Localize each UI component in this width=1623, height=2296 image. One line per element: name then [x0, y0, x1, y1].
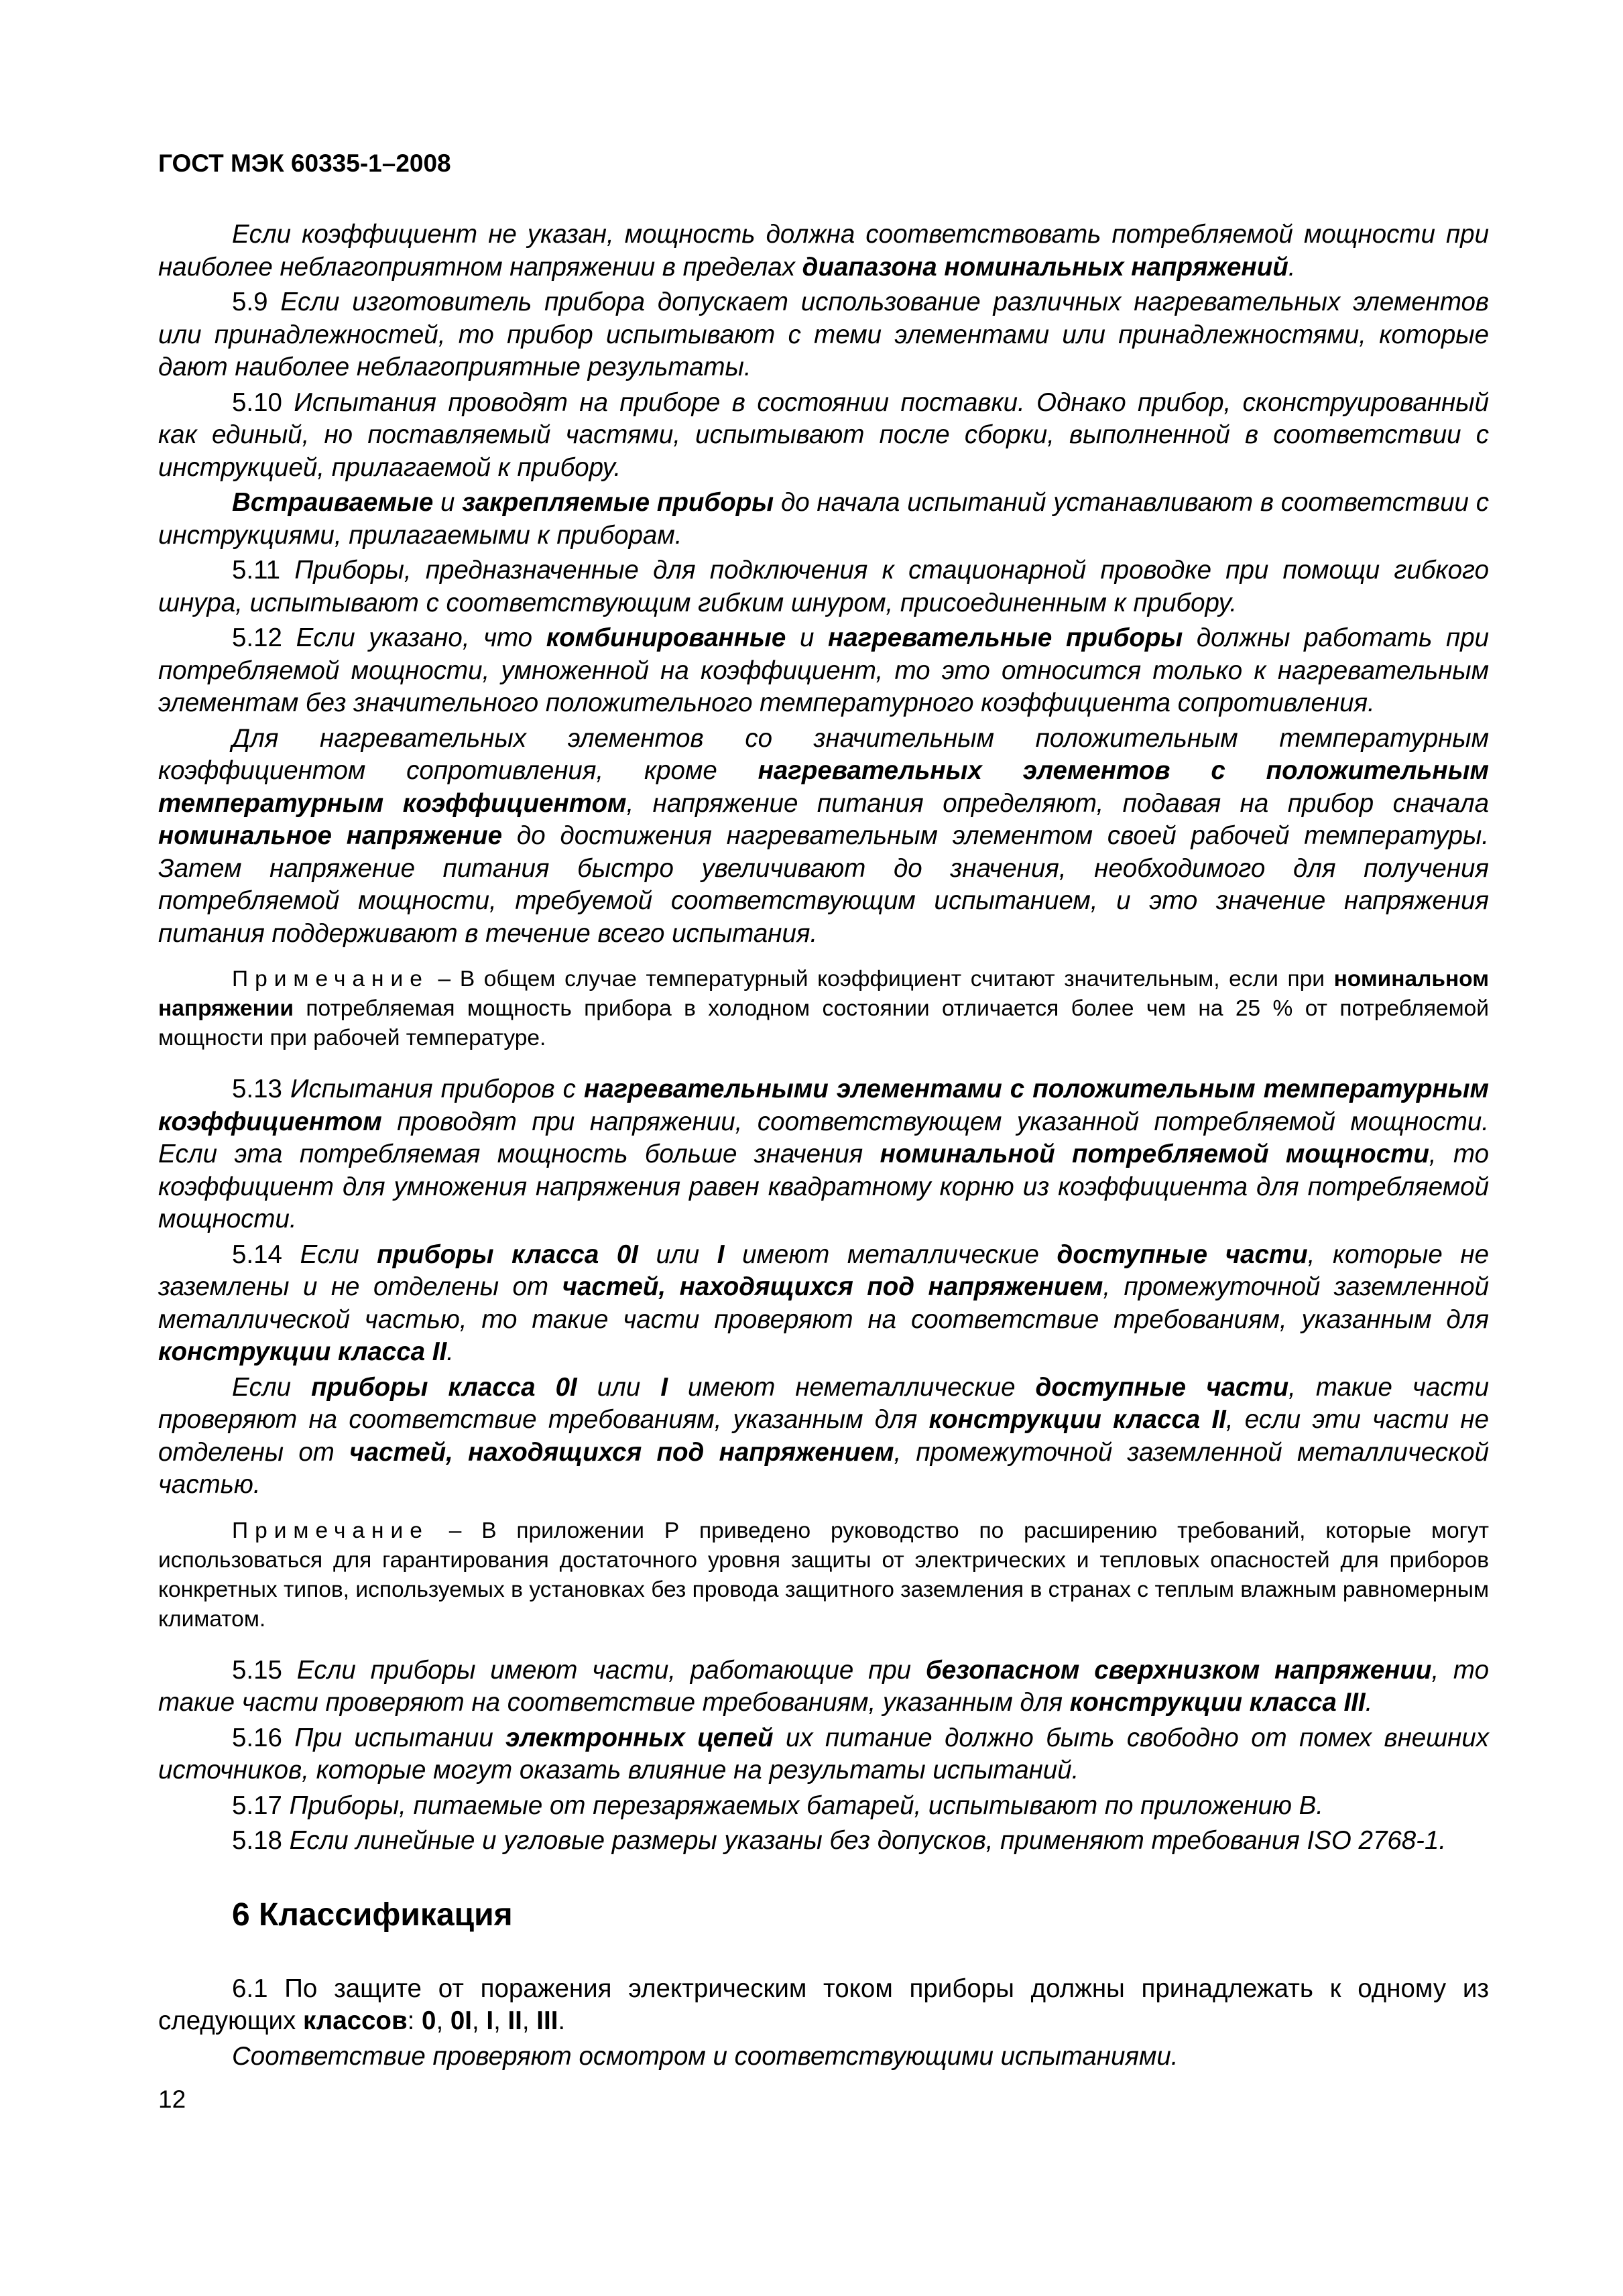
paragraph-non-metallic: Если приборы класса 0I или I имеют неметаллические доступные части, такие части проверяют на соответствие требованиям, указанным для конструкции класса II, если эти части не отделены от частей, находящихся под напряжением, промежуточной заземленной металлической частью. — [158, 1372, 1490, 1499]
paragraph-built-in: Встраиваемые и закрепляемые приборы до начала испытаний устанавливают в соответствии с инструкциями, прилагаемыми к приборам. — [158, 488, 1490, 550]
paragraph-5-12: 5.12 Если указано, что комбинированные и нагревательные приборы должны работать при потребляемой мощности, умноженной на коэффициент, то это относится только к нагревательным элементам без значительного положительного температурного коэффициента сопротивления. — [158, 623, 1490, 717]
paragraph-5-16: 5.16 При испытании электронных цепей их питание должно быть свободно от помех внешних источников, которые могут оказать влияние на результаты испытаний. — [158, 1723, 1489, 1785]
paragraph-compliance: Соответствие проверяют осмотром и соответствующими испытаниями. — [232, 2041, 1179, 2071]
note-annex-p: Примечание – В приложении Р приведено руководство по расширению требований, которые могут использоваться для гарантирования достаточного уровня защиты от электрических и тепловых опасностей для приборов конкретных типов, используемых в установках без провода защитного заземления в странах с теплым влажным равномерным климатом. — [158, 1518, 1489, 1632]
paragraph-5-18: 5.18 Если линейные и угловые размеры указаны без допусков, применяют требования ISO 2768-1. — [232, 1826, 1447, 1855]
paragraph-5-10: 5.10 Испытания проводят на приборе в состоянии поставки. Однако прибор, сконструированный как единый, но поставляемый частями, испытывают после сборки, выполненной в соответствии с инструкцией, прилагаемой к прибору. — [158, 387, 1489, 482]
paragraph-6-1: 6.1 По защите от поражения электрическим током приборы должны принадлежать к одному из следующих классов: 0, 0I, I, II, III. — [158, 1974, 1489, 2035]
section-title: 6 Классификация — [232, 1896, 513, 1933]
paragraph-heating-elements: Для нагревательных элементов со значительным положительным температурным коэффициентом сопротивления, кроме нагревательных элементов с положительным температурным коэффициентом, напряжение питания определяют, подавая на прибор сначала номинальное напряжение до достижения нагревательным элементом своей рабочей температуры. Затем напряжение питания быстро увеличивают до значения, необходимого для получения потребляемой мощности, требуемой соответствующим испытанием, и это значение напряжения питания поддерживают в течение всего испытания. — [158, 723, 1490, 948]
paragraph-5-13: 5.13 Испытания приборов с нагревательными элементами с положительным температурным коэффициентом проводят при напряжении, соответствующем указанной потребляемой мощности. Если эта потребляемая мощность больше значения номинальной потребляемой мощности, то коэффициент для умножения напряжения равен квадратному корню из коэффициента для потребляемой мощности. — [158, 1075, 1490, 1233]
paragraph-5-14: 5.14 Если приборы класса 0I или I имеют металлические доступные части, которые не заземлены и не отделены от частей, находящихся под напряжением, промежуточной заземленной металлической частью, то такие части проверяют на соответствие требованиям, указанным для конструкции класса II. — [158, 1240, 1489, 1366]
paragraph-5-17: 5.17 Приборы, питаемые от перезаряжаемых батарей, испытывают по приложению В. — [232, 1791, 1323, 1820]
paragraph-5-11: 5.11 Приборы, предназначенные для подключения к стационарной проводке при помощи гибкого шнура, испытывают с соответствующим гибким шнуром, присоединенным к прибору. — [158, 556, 1489, 617]
document-page — [158, 147, 1489, 2075]
document-header: ГОСТ МЭК 60335-1–2008 — [158, 149, 451, 177]
paragraph-5-9: 5.9 Если изготовитель прибора допускает использование различных нагревательных элементов или принадлежностей, то прибор испытывают с теми элементами или принадлежностями, которые дают наиболее неблагоприятные результаты. — [158, 288, 1489, 381]
paragraph-coefficient: Если коэффициент не указан, мощность должна соответствовать потребляемой мощности при наиболее неблагоприятном напряжении в пределах диапазона номинальных напряжений. — [158, 220, 1489, 282]
paragraph-5-15: 5.15 Если приборы имеют части, работающие при безопасном сверхнизком напряжении, то такие части проверяют на соответствие требованиям, указанным для конструкции класса III. — [158, 1655, 1489, 1717]
note-temperature-coefficient: Примечание – В общем случае температурный коэффициент считают значительным, если при номинальном напряжении потребляемая мощность прибора в холодном состоянии отличается более чем на 25 % от потребляемой мощности при рабочей температуре. — [158, 967, 1489, 1050]
page-number: 12 — [158, 2086, 186, 2113]
